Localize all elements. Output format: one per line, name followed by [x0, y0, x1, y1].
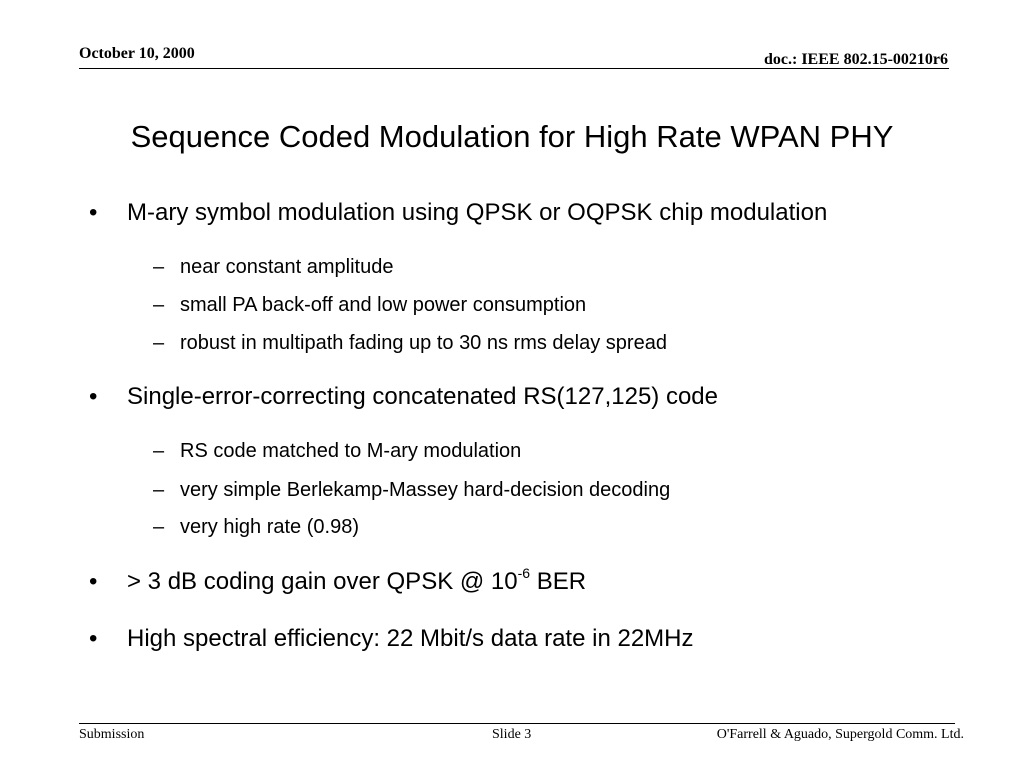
bullet-glyph: •	[89, 199, 98, 226]
sub-bullet-item	[153, 477, 671, 503]
sub-bullet-item	[153, 254, 394, 280]
bullet-text: High spectral efficiency: 22 Mbit/s data rate in 22MHz	[127, 625, 694, 652]
dash-glyph: –	[153, 479, 165, 501]
bullet-item	[89, 623, 694, 655]
sub-bullet-text: robust in multipath fading up to 30 ns rms delay spread	[180, 332, 667, 354]
sub-bullet-item	[153, 438, 522, 464]
footer-submission: Submission	[79, 727, 145, 742]
sub-bullet-item	[153, 514, 359, 540]
footer-slide-number: Slide 3	[492, 727, 532, 742]
footer-authors: O'Farrell & Aguado, Supergold Comm. Ltd.	[716, 727, 964, 742]
dash-glyph: –	[153, 332, 165, 354]
bullet-glyph: •	[89, 568, 98, 595]
sub-bullet-text: small PA back-off and low power consumption	[180, 294, 587, 316]
footer-rule	[79, 723, 955, 724]
sub-bullet-text: very high rate (0.98)	[180, 516, 359, 538]
header-doc-id: doc.: IEEE 802.15-00210r6	[764, 51, 948, 68]
sub-bullet-item	[153, 330, 667, 356]
dash-glyph: –	[153, 440, 165, 462]
bullet-item	[89, 565, 587, 598]
bullet-glyph: •	[89, 625, 98, 652]
bullet-text: M-ary symbol modulation using QPSK or OQPSK chip modulation	[127, 199, 828, 226]
exponent: -6	[517, 565, 531, 581]
bullet-item	[89, 381, 718, 413]
sub-bullet-text: RS code matched to M-ary modulation	[180, 440, 522, 462]
dash-glyph: –	[153, 256, 165, 278]
slide-title: Sequence Coded Modulation for High Rate WPAN PHY	[130, 119, 894, 154]
sub-bullet-item	[153, 292, 587, 318]
bullet-glyph: •	[89, 383, 98, 410]
sub-bullet-text: very simple Berlekamp-Massey hard-decision decoding	[180, 479, 671, 501]
header-date: October 10, 2000	[79, 45, 195, 62]
dash-glyph: –	[153, 516, 165, 538]
bullet-text: Single-error-correcting concatenated RS(127,125) code	[127, 383, 718, 410]
dash-glyph: –	[153, 294, 165, 316]
sub-bullet-text: near constant amplitude	[180, 256, 394, 278]
bullet-text-suffix: BER	[530, 568, 587, 595]
bullet-item	[89, 197, 828, 229]
bullet-text: > 3 dB coding gain over QPSK @ 10	[127, 568, 518, 595]
